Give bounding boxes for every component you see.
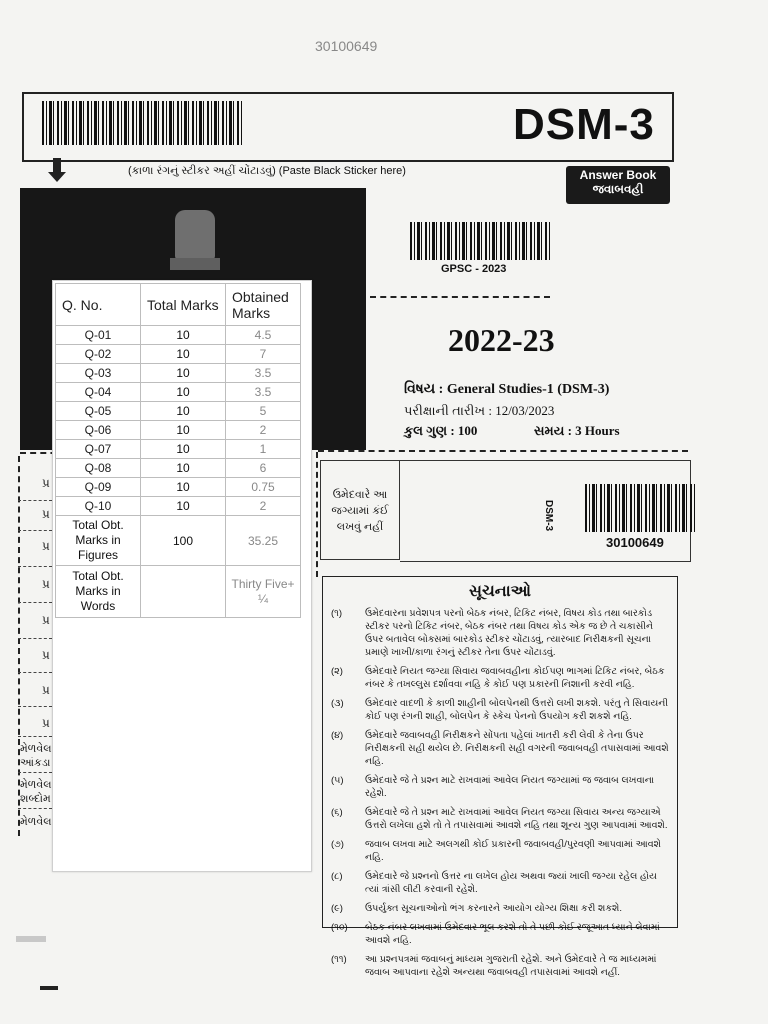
instruction-text: ઉમેદવારે જવાબવહી નિરીક્ષકને સોંપતા પહેલાં ખાતરી કરી લેવી કે તેના ઉપર નિરીક્ષકની સહી થયેલ છે. નિરીક્ષકની સહી વગરની જવાબવહી તપાસવામાં આવશે નહિ. — [365, 730, 669, 767]
instruction-item — [331, 806, 669, 832]
q-total: 10 — [141, 345, 226, 364]
instruction-number: (૭) — [331, 839, 344, 850]
total-figures-label: Total Obt. Marks in Figures — [56, 516, 141, 566]
answer-book-badge — [566, 166, 670, 204]
instruction-number: (૧૦) — [331, 922, 348, 933]
divider — [18, 772, 52, 773]
down-arrow-head-icon — [48, 172, 66, 182]
q-obtained: 4.5 — [226, 326, 301, 345]
emblem-icon — [175, 210, 215, 260]
instructions-box — [322, 576, 678, 978]
left-row-label: પ્ર — [42, 476, 50, 490]
answer-book-gu: જવાબવહી — [592, 182, 644, 196]
instructions-list — [331, 607, 669, 979]
instruction-text: ઉમેદવારે જે તે પ્રશ્ન માટે રાખવામાં આવેલ નિયત જગ્યા સિવાય અન્ય જગ્યાએ ઉત્તરો લખેલા હશે તો તે તપાસવામાં આવશે નહિ તથા શૂન્ય ગુણ આપવામાં આવશે. — [365, 807, 668, 831]
exam-total-marks: કુલ ગુણ : 100 — [404, 423, 478, 438]
instruction-text: ઉમેદવારે નિયત જગ્યા સિવાય જવાબવહીના કોઈપણ ભાગમાં ટિકિટ નંબર, બેઠક નંબર કે તખલ્લુસ દર્શાવવા નહિ કે કોઈ પણ પ્રકારની નિશાની કરવી નહિ. — [365, 666, 665, 690]
q-obtained: 3.5 — [226, 383, 301, 402]
total-figures-max: 100 — [141, 516, 226, 566]
emblem-base — [170, 258, 220, 270]
q-obtained: 7 — [226, 345, 301, 364]
q-obtained: 2 — [226, 421, 301, 440]
instruction-text: ઉપર્યુક્ત સૂચનાઓનો ભંગ કરનારને આયોગ યોગ્ય શિક્ષા કરી શકશે. — [365, 903, 622, 914]
divider — [18, 638, 52, 639]
instruction-item — [331, 607, 669, 659]
table-row — [56, 364, 301, 383]
left-row-label: પ્ર — [42, 648, 50, 662]
instruction-text: બેઠક નંબર લખવામાં ઉમેદવાર ભૂલ કરશે તો તે પછી કોઈ રજૂઆત ધ્યાને લેવામાં આવશે નહિ. — [365, 922, 660, 946]
exam-code: DSM-3 — [513, 100, 655, 149]
q-total: 10 — [141, 459, 226, 478]
instruction-item — [331, 838, 669, 864]
table-row — [56, 478, 301, 497]
instruction-number: (૯) — [331, 903, 343, 914]
header-obtained: Obtained Marks — [226, 284, 301, 326]
q-total: 10 — [141, 440, 226, 459]
instruction-number: (૩) — [331, 698, 344, 709]
instruction-text: ઉમેદવારના પ્રવેશપત્ર પરનો બેઠક નંબર, ટિકિટ નંબર, વિષય કોડ તથા બારકોડ સ્ટીકર પરનો ટિકિટ નંબર, બેઠક નંબર તથા વિષય કોડ એક જ છે તે ચકાસીને ઉપર બતાવેલ બોક્સમાં બારકોડ સ્ટીકર ચોંટાડવું, ત્યારબાદ નિરીક્ષકની સૂચના પ્રમાણે ખાખી/કાળા રંગનું સ્ટીકર તેના ઉપર ચોંટાડવું. — [365, 608, 654, 658]
q-obtained: 1 — [226, 440, 301, 459]
instruction-text: ઉમેદવારે જે પ્રશ્નનો ઉત્તર ના લખેલ હોય અથવા જ્યાં ખાલી જગ્યા રહેલ હોય ત્યાં ત્રાંસી લીટી કરવાની રહેશે. — [365, 871, 657, 895]
instruction-number: (૮) — [331, 871, 343, 882]
q-total: 10 — [141, 421, 226, 440]
instruction-number: (૬) — [331, 807, 343, 818]
instructions-title: સૂચનાઓ — [469, 583, 531, 600]
left-row-label: પ્ર — [42, 716, 50, 730]
total-figures-value: 35.25 — [226, 516, 301, 566]
doc-number-top: 30100649 — [315, 38, 378, 54]
total-words-row — [56, 566, 301, 618]
divider — [18, 736, 52, 737]
q-total: 10 — [141, 383, 226, 402]
divider — [18, 672, 52, 673]
q-total: 10 — [141, 402, 226, 421]
total-words-label: Total Obt. Marks in Words — [56, 566, 141, 618]
q-obtained: 0.75 — [226, 478, 301, 497]
q-total: 10 — [141, 326, 226, 345]
instruction-number: (૨) — [331, 666, 343, 677]
instruction-number: (૫) — [331, 775, 344, 786]
divider — [18, 566, 52, 567]
down-arrow-icon — [53, 158, 61, 172]
q-number: Q-01 — [56, 326, 141, 345]
q-obtained: 2 — [226, 497, 301, 516]
left-row-label: પ્ર — [42, 683, 50, 697]
q-number: Q-09 — [56, 478, 141, 497]
total-figures-row — [56, 516, 301, 566]
instruction-number: (૧૧) — [331, 954, 347, 965]
instruction-item — [331, 902, 669, 915]
q-number: Q-10 — [56, 497, 141, 516]
table-row — [56, 459, 301, 478]
divider — [18, 706, 52, 707]
q-total: 10 — [141, 497, 226, 516]
divider — [18, 602, 52, 603]
sticker-instruction: (કાળા રંગનું સ્ટીકર અહીં ચોંટાડવું) (Paste Black Sticker here) — [128, 165, 406, 177]
total-words-value: Thirty Five+ ¼ — [226, 566, 301, 618]
q-number: Q-03 — [56, 364, 141, 383]
exam-duration: સમય : 3 Hours — [534, 423, 620, 438]
divider-vertical — [316, 452, 318, 577]
total-words-empty — [141, 566, 226, 618]
table-row — [56, 421, 301, 440]
instruction-item — [331, 953, 669, 979]
scan-mark — [16, 936, 46, 942]
answer-book-en: Answer Book — [579, 168, 657, 182]
q-obtained: 5 — [226, 402, 301, 421]
left-row-label: પ્ર — [42, 539, 50, 553]
left-row-figures: મેળવેલ આંકડા — [20, 743, 52, 769]
q-obtained: 6 — [226, 459, 301, 478]
q-number: Q-05 — [56, 402, 141, 421]
gpsc-label: GPSC - 2023 — [441, 263, 507, 275]
q-number: Q-06 — [56, 421, 141, 440]
instruction-text: આ પ્રશ્નપત્રમાં જવાબનું માધ્યમ ગુજરાતી રહેશે. અને ઉમેદવારે તે જ માધ્યમમાં જવાબ આપવાના રહેશે અન્યથા જવાબવહી તપાસવામાં આવશે નહીં. — [365, 954, 657, 978]
left-row-label: પ્ર — [42, 507, 50, 521]
instruction-text: જવાબ લખવા માટે અલગથી કોઈ પ્રકારની જવાબવહી/પુરવણી આપવામાં આવશે નહિ. — [365, 839, 661, 863]
candidate-no-write-box — [320, 460, 400, 560]
q-number: Q-07 — [56, 440, 141, 459]
instruction-item — [331, 774, 669, 800]
table-row — [56, 383, 301, 402]
header-qno: Q. No. — [56, 284, 141, 326]
q-total: 10 — [141, 478, 226, 497]
table-row — [56, 345, 301, 364]
header-total: Total Marks — [141, 284, 226, 326]
q-total: 10 — [141, 364, 226, 383]
instruction-item — [331, 729, 669, 768]
instruction-number: (૪) — [331, 730, 344, 741]
marks-overlay-card — [52, 280, 312, 872]
instruction-number: (૧) — [331, 608, 342, 619]
q-number: Q-02 — [56, 345, 141, 364]
table-row — [56, 440, 301, 459]
candidate-barcode-number: 30100649 — [606, 535, 664, 550]
side-code: DSM-3 — [543, 500, 554, 532]
q-number: Q-04 — [56, 383, 141, 402]
table-row — [56, 326, 301, 345]
instruction-item — [331, 697, 669, 723]
left-row-extra: મેળવેલ — [20, 816, 52, 828]
marks-table — [55, 283, 301, 618]
instruction-item — [331, 870, 669, 896]
exam-date: પરીક્ષાની તારીખ : 12/03/2023 — [404, 403, 555, 418]
q-obtained: 3.5 — [226, 364, 301, 383]
candidate-no-write-text: ઉમેદવારે આ જગ્યામાં કંઈ લખવું નહીં — [331, 489, 389, 533]
gpsc-barcode — [410, 222, 550, 260]
left-row-words: મેળવેલ શબ્દોમ — [20, 779, 52, 805]
table-row — [56, 497, 301, 516]
divider — [18, 808, 52, 809]
table-row — [56, 402, 301, 421]
divider — [318, 450, 688, 452]
instruction-item — [331, 665, 669, 691]
divider — [370, 296, 550, 298]
exam-subject: વિષય : General Studies-1 (DSM-3) — [404, 382, 610, 397]
divider — [18, 530, 52, 531]
candidate-barcode — [585, 484, 695, 532]
divider — [18, 500, 52, 501]
left-row-label: પ્ર — [42, 577, 50, 591]
scan-mark — [40, 986, 58, 990]
instruction-item — [331, 921, 669, 947]
instruction-text: ઉમેદવારે જે તે પ્રશ્ન માટે રાખવામાં આવેલ નિયત જગ્યામાં જ જવાબ લખવાના રહેશે. — [365, 775, 655, 799]
instruction-text: ઉમેદવાર વાદળી કે કાળી શાહીની બોલપેનથી ઉત્તરો લખી શકશે. પરંતુ તે સિવાયની કોઈ પણ રંગની શાહી, બોલપેન કે સ્કેચ પેનનો ઉપયોગ કરી શકશે નહિ. — [365, 698, 669, 722]
exam-year: 2022-23 — [448, 322, 555, 358]
left-row-label: પ્ર — [42, 613, 50, 627]
q-number: Q-08 — [56, 459, 141, 478]
header-barcode — [42, 101, 244, 145]
